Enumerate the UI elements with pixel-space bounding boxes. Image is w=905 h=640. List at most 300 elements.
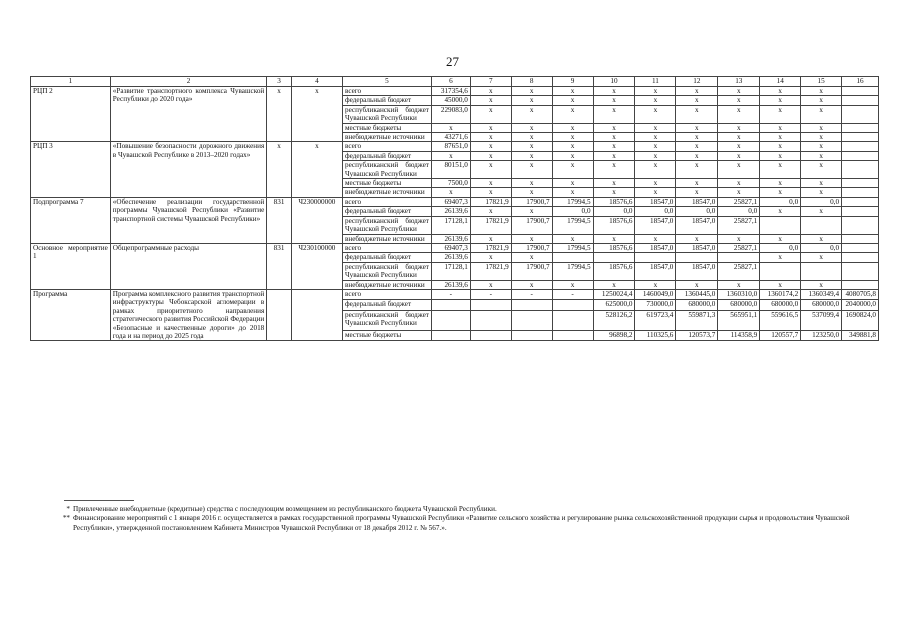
value-cell bbox=[552, 253, 593, 262]
value-cell: x bbox=[552, 96, 593, 105]
value-cell: x bbox=[635, 151, 676, 160]
table-row bbox=[31, 197, 879, 206]
value-cell: x bbox=[760, 87, 801, 96]
budget-table bbox=[30, 76, 879, 341]
value-cell bbox=[552, 330, 593, 341]
value-cell bbox=[842, 207, 879, 216]
value-cell: 43271,6 bbox=[431, 133, 470, 142]
value-cell bbox=[842, 253, 879, 262]
value-cell: 17900,7 bbox=[511, 243, 552, 252]
value-cell: x bbox=[593, 188, 635, 197]
value-cell: x bbox=[470, 87, 511, 96]
value-cell: x bbox=[431, 151, 470, 160]
value-cell: x bbox=[718, 133, 760, 142]
value-cell: x bbox=[552, 87, 593, 96]
value-cell: x bbox=[676, 280, 718, 289]
value-cell: 528126,2 bbox=[593, 310, 635, 330]
column-number: 13 bbox=[718, 77, 760, 87]
value-cell: 69407,3 bbox=[431, 243, 470, 252]
value-cell: x bbox=[511, 179, 552, 188]
column-number: 2 bbox=[110, 77, 267, 87]
value-cell: x bbox=[676, 96, 718, 105]
value-cell: x bbox=[760, 151, 801, 160]
value-cell: 0,0 bbox=[593, 207, 635, 216]
value-cell: x bbox=[593, 151, 635, 160]
code-cell: 831 bbox=[267, 243, 292, 289]
value-cell: x bbox=[511, 207, 552, 216]
table-body bbox=[31, 77, 879, 341]
value-cell bbox=[842, 234, 879, 243]
column-number: 11 bbox=[635, 77, 676, 87]
value-cell: x bbox=[552, 133, 593, 142]
value-cell: x bbox=[718, 87, 760, 96]
value-cell: 17994,5 bbox=[552, 262, 593, 280]
value-cell: 625000,0 bbox=[593, 300, 635, 311]
value-cell bbox=[593, 253, 635, 262]
value-cell: 1360174,2 bbox=[760, 289, 801, 300]
value-cell: x bbox=[801, 123, 842, 132]
value-cell: x bbox=[760, 123, 801, 132]
value-cell: x bbox=[718, 161, 760, 179]
value-cell: 123250,0 bbox=[801, 330, 842, 341]
funding-source-cell: местные бюджеты bbox=[342, 179, 431, 188]
value-cell: x bbox=[718, 142, 760, 151]
value-cell: x bbox=[635, 179, 676, 188]
value-cell: x bbox=[593, 96, 635, 105]
row-label-cell: Основное мероприятие 1 bbox=[31, 243, 111, 289]
value-cell: - bbox=[470, 289, 511, 300]
column-number: 3 bbox=[267, 77, 292, 87]
value-cell: x bbox=[801, 151, 842, 160]
value-cell: 26139,6 bbox=[431, 207, 470, 216]
funding-source-cell: федеральный бюджет bbox=[342, 253, 431, 262]
value-cell: x bbox=[593, 161, 635, 179]
value-cell: x bbox=[552, 280, 593, 289]
value-cell: 18547,0 bbox=[676, 262, 718, 280]
value-cell: 25827,1 bbox=[718, 216, 760, 234]
value-cell: x bbox=[801, 234, 842, 243]
value-cell: x bbox=[470, 133, 511, 142]
value-cell: 25827,1 bbox=[718, 262, 760, 280]
value-cell bbox=[842, 133, 879, 142]
value-cell: x bbox=[470, 179, 511, 188]
value-cell: x bbox=[801, 179, 842, 188]
value-cell: 7500,0 bbox=[431, 179, 470, 188]
value-cell: x bbox=[593, 234, 635, 243]
value-cell: 17821,9 bbox=[470, 243, 511, 252]
funding-source-cell: всего bbox=[342, 142, 431, 151]
value-cell: 0,0 bbox=[801, 197, 842, 206]
column-number: 9 bbox=[552, 77, 593, 87]
value-cell bbox=[431, 330, 470, 341]
value-cell: x bbox=[635, 142, 676, 151]
funding-source-cell: республиканский бюджет Чувашской Республики bbox=[342, 310, 431, 330]
value-cell: x bbox=[635, 105, 676, 123]
value-cell: x bbox=[511, 151, 552, 160]
name-cell: «Развитие транспортного комплекса Чувашской Республики до 2020 года» bbox=[110, 87, 267, 142]
value-cell: x bbox=[718, 280, 760, 289]
column-number: 7 bbox=[470, 77, 511, 87]
table-row bbox=[31, 289, 879, 300]
value-cell: 1460049,0 bbox=[635, 289, 676, 300]
footnote-text: Финансирование мероприятий с 1 января 2016 г. осуществляется в рамках государственной программы Чувашской Республики «Развитие сельского хозяйства и регулирование рынка сельскохозяйственной продукции сырья и продовольствия Чувашской Республики», утвержденной постановлением Кабинета Министров Чувашской Республики от 18 декабря 2012 г. № 567.». bbox=[73, 514, 850, 532]
value-cell: x bbox=[593, 87, 635, 96]
value-cell bbox=[470, 310, 511, 330]
value-cell: 45000,0 bbox=[431, 96, 470, 105]
value-cell: 680000,0 bbox=[718, 300, 760, 311]
value-cell bbox=[842, 262, 879, 280]
column-number: 6 bbox=[431, 77, 470, 87]
value-cell: x bbox=[676, 87, 718, 96]
column-number: 10 bbox=[593, 77, 635, 87]
value-cell: x bbox=[676, 142, 718, 151]
value-cell bbox=[718, 253, 760, 262]
value-cell: x bbox=[635, 161, 676, 179]
value-cell: 0,0 bbox=[676, 207, 718, 216]
value-cell: x bbox=[635, 96, 676, 105]
value-cell: 18576,6 bbox=[593, 243, 635, 252]
value-cell: x bbox=[552, 161, 593, 179]
value-cell bbox=[842, 87, 879, 96]
value-cell: x bbox=[718, 188, 760, 197]
value-cell: x bbox=[801, 96, 842, 105]
footnote-text: Привлеченные внебюджетные (кредитные) средства с последующим возмещением из республиканского бюджета Чувашской Республики. bbox=[73, 505, 497, 513]
value-cell: 96898,2 bbox=[593, 330, 635, 341]
value-cell: 18576,6 bbox=[593, 262, 635, 280]
value-cell: 565951,1 bbox=[718, 310, 760, 330]
value-cell: x bbox=[801, 105, 842, 123]
page-number: 27 bbox=[446, 54, 459, 69]
value-cell: 120573,7 bbox=[676, 330, 718, 341]
footnote bbox=[58, 505, 858, 514]
column-number: 16 bbox=[842, 77, 879, 87]
value-cell: x bbox=[676, 161, 718, 179]
value-cell bbox=[431, 300, 470, 311]
value-cell: x bbox=[676, 234, 718, 243]
value-cell: x bbox=[470, 105, 511, 123]
value-cell: x bbox=[470, 96, 511, 105]
row-label-cell: РЦП 2 bbox=[31, 87, 111, 142]
value-cell: x bbox=[718, 179, 760, 188]
table-row bbox=[31, 87, 879, 96]
value-cell bbox=[842, 188, 879, 197]
value-cell bbox=[760, 262, 801, 280]
column-number: 1 bbox=[31, 77, 111, 87]
value-cell: x bbox=[511, 234, 552, 243]
value-cell: x bbox=[760, 105, 801, 123]
value-cell: x bbox=[511, 188, 552, 197]
value-cell: x bbox=[801, 133, 842, 142]
value-cell: x bbox=[511, 142, 552, 151]
value-cell: x bbox=[552, 234, 593, 243]
funding-source-cell: местные бюджеты bbox=[342, 123, 431, 132]
value-cell: x bbox=[718, 151, 760, 160]
value-cell: 17128,1 bbox=[431, 262, 470, 280]
value-cell: x bbox=[801, 253, 842, 262]
value-cell: 680000,0 bbox=[760, 300, 801, 311]
target-code-cell: x bbox=[291, 87, 342, 142]
value-cell: x bbox=[593, 179, 635, 188]
code-cell bbox=[267, 289, 292, 340]
value-cell: 17900,7 bbox=[511, 197, 552, 206]
value-cell: 2040000,0 bbox=[842, 300, 879, 311]
value-cell: 17128,1 bbox=[431, 216, 470, 234]
value-cell: x bbox=[801, 280, 842, 289]
target-code-cell: x bbox=[291, 142, 342, 197]
value-cell: 18547,0 bbox=[635, 243, 676, 252]
value-cell: x bbox=[511, 105, 552, 123]
value-cell: x bbox=[718, 123, 760, 132]
footnote-rule bbox=[64, 500, 134, 501]
code-cell: 831 bbox=[267, 197, 292, 243]
value-cell: x bbox=[470, 151, 511, 160]
value-cell: x bbox=[593, 280, 635, 289]
value-cell bbox=[511, 310, 552, 330]
value-cell bbox=[676, 253, 718, 262]
code-cell: x bbox=[267, 142, 292, 197]
value-cell: 25827,1 bbox=[718, 243, 760, 252]
value-cell: 1250024,4 bbox=[593, 289, 635, 300]
column-number: 8 bbox=[511, 77, 552, 87]
value-cell: 18576,6 bbox=[593, 216, 635, 234]
value-cell: 229083,0 bbox=[431, 105, 470, 123]
value-cell: - bbox=[511, 289, 552, 300]
value-cell: x bbox=[635, 234, 676, 243]
value-cell bbox=[842, 105, 879, 123]
column-number: 12 bbox=[676, 77, 718, 87]
target-code-cell: Ч230000000 bbox=[291, 197, 342, 243]
value-cell: x bbox=[470, 123, 511, 132]
value-cell: 18547,0 bbox=[635, 262, 676, 280]
name-cell: «Обеспечение реализации государственной программы Чувашской Республики «Развитие транспортной системы Чувашской Республики» bbox=[110, 197, 267, 243]
funding-source-cell: всего bbox=[342, 197, 431, 206]
footnote-mark: ** bbox=[62, 514, 70, 523]
value-cell: x bbox=[635, 123, 676, 132]
column-number: 4 bbox=[291, 77, 342, 87]
row-label-cell: Программа bbox=[31, 289, 111, 340]
value-cell: 1360310,0 bbox=[718, 289, 760, 300]
value-cell: x bbox=[760, 133, 801, 142]
value-cell: x bbox=[470, 234, 511, 243]
value-cell bbox=[760, 216, 801, 234]
value-cell: 619723,4 bbox=[635, 310, 676, 330]
code-cell: x bbox=[267, 87, 292, 142]
funding-source-cell: федеральный бюджет bbox=[342, 151, 431, 160]
value-cell: 110325,6 bbox=[635, 330, 676, 341]
value-cell: x bbox=[470, 207, 511, 216]
footnote-mark: * bbox=[66, 505, 70, 513]
funding-source-cell: внебюджетные источники bbox=[342, 234, 431, 243]
value-cell: x bbox=[511, 133, 552, 142]
value-cell: x bbox=[801, 207, 842, 216]
value-cell: x bbox=[676, 188, 718, 197]
value-cell: 18547,0 bbox=[635, 197, 676, 206]
value-cell bbox=[842, 151, 879, 160]
value-cell bbox=[842, 216, 879, 234]
value-cell: 4080705,8 bbox=[842, 289, 879, 300]
value-cell: 0,0 bbox=[760, 197, 801, 206]
row-label-cell: РЦП 3 bbox=[31, 142, 111, 197]
value-cell: 680000,0 bbox=[801, 300, 842, 311]
value-cell: 17900,7 bbox=[511, 216, 552, 234]
value-cell: x bbox=[801, 142, 842, 151]
value-cell: x bbox=[511, 123, 552, 132]
value-cell: x bbox=[718, 234, 760, 243]
value-cell: x bbox=[511, 96, 552, 105]
value-cell: x bbox=[552, 179, 593, 188]
value-cell: 114358,9 bbox=[718, 330, 760, 341]
value-cell: x bbox=[511, 87, 552, 96]
value-cell: x bbox=[635, 280, 676, 289]
value-cell bbox=[511, 300, 552, 311]
value-cell: x bbox=[593, 105, 635, 123]
table-row bbox=[31, 243, 879, 252]
value-cell: x bbox=[552, 105, 593, 123]
value-cell: x bbox=[470, 142, 511, 151]
value-cell: x bbox=[676, 133, 718, 142]
value-cell: 0,0 bbox=[718, 207, 760, 216]
value-cell: 26139,6 bbox=[431, 253, 470, 262]
value-cell: x bbox=[635, 133, 676, 142]
column-number: 5 bbox=[342, 77, 431, 87]
value-cell: x bbox=[552, 123, 593, 132]
funding-source-cell: республиканский бюджет Чувашской Республики bbox=[342, 216, 431, 234]
value-cell: x bbox=[760, 207, 801, 216]
name-cell: «Повышение безопасности дорожного движения в Чувашской Республике в 2013–2020 годах» bbox=[110, 142, 267, 197]
value-cell: x bbox=[470, 161, 511, 179]
value-cell: 17994,5 bbox=[552, 243, 593, 252]
value-cell: x bbox=[801, 161, 842, 179]
funding-source-cell: федеральный бюджет bbox=[342, 207, 431, 216]
value-cell: 537099,4 bbox=[801, 310, 842, 330]
value-cell: x bbox=[676, 179, 718, 188]
value-cell: 18547,0 bbox=[676, 197, 718, 206]
value-cell: x bbox=[470, 253, 511, 262]
value-cell: x bbox=[760, 179, 801, 188]
value-cell: 17821,9 bbox=[470, 197, 511, 206]
value-cell: x bbox=[593, 142, 635, 151]
value-cell: 0,0 bbox=[760, 243, 801, 252]
value-cell: x bbox=[470, 280, 511, 289]
value-cell: 1690824,0 bbox=[842, 310, 879, 330]
value-cell: 1360349,4 bbox=[801, 289, 842, 300]
footnotes bbox=[58, 505, 858, 533]
value-cell: 0,0 bbox=[801, 243, 842, 252]
value-cell: 26139,6 bbox=[431, 234, 470, 243]
funding-source-cell: всего bbox=[342, 289, 431, 300]
funding-source-cell: внебюджетные источники bbox=[342, 133, 431, 142]
value-cell bbox=[842, 161, 879, 179]
value-cell bbox=[635, 253, 676, 262]
value-cell: x bbox=[801, 188, 842, 197]
value-cell bbox=[801, 216, 842, 234]
value-cell: 349881,8 bbox=[842, 330, 879, 341]
value-cell bbox=[842, 96, 879, 105]
value-cell: x bbox=[552, 188, 593, 197]
value-cell: - bbox=[552, 289, 593, 300]
value-cell: 559871,3 bbox=[676, 310, 718, 330]
value-cell: 17994,5 bbox=[552, 197, 593, 206]
value-cell: - bbox=[431, 289, 470, 300]
funding-source-cell: республиканский бюджет Чувашской Республики bbox=[342, 105, 431, 123]
value-cell: x bbox=[511, 280, 552, 289]
funding-source-cell: всего bbox=[342, 243, 431, 252]
value-cell: x bbox=[760, 253, 801, 262]
value-cell: x bbox=[676, 151, 718, 160]
value-cell: 17821,9 bbox=[470, 262, 511, 280]
name-cell: Общепрограммные расходы bbox=[110, 243, 267, 289]
value-cell: x bbox=[431, 123, 470, 132]
column-number: 14 bbox=[760, 77, 801, 87]
funding-source-cell: республиканский бюджет Чувашской Республики bbox=[342, 161, 431, 179]
table-header-row bbox=[31, 77, 879, 87]
footnote bbox=[58, 514, 858, 533]
value-cell: x bbox=[760, 280, 801, 289]
funding-source-cell: всего bbox=[342, 87, 431, 96]
value-cell: x bbox=[593, 123, 635, 132]
value-cell: 18547,0 bbox=[676, 243, 718, 252]
value-cell: 17821,9 bbox=[470, 216, 511, 234]
value-cell: x bbox=[718, 105, 760, 123]
value-cell: 120557,7 bbox=[760, 330, 801, 341]
value-cell: 317354,6 bbox=[431, 87, 470, 96]
value-cell: x bbox=[718, 96, 760, 105]
value-cell: 26139,6 bbox=[431, 280, 470, 289]
funding-source-cell: республиканский бюджет Чувашской Республики bbox=[342, 262, 431, 280]
value-cell: 80151,0 bbox=[431, 161, 470, 179]
value-cell bbox=[801, 262, 842, 280]
value-cell: 25827,1 bbox=[718, 197, 760, 206]
value-cell: 17900,7 bbox=[511, 262, 552, 280]
value-cell bbox=[842, 243, 879, 252]
value-cell: x bbox=[801, 87, 842, 96]
value-cell bbox=[431, 310, 470, 330]
value-cell: x bbox=[511, 253, 552, 262]
value-cell: x bbox=[552, 142, 593, 151]
column-number: 15 bbox=[801, 77, 842, 87]
value-cell: x bbox=[760, 188, 801, 197]
name-cell: Программа комплексного развития транспортной инфраструктуры Чебоксарской агломерации в рамках приоритетного направления стратегического развития Российской Федерации «Безопасные и качественные дороги» до 2018 года и на период до 2025 года bbox=[110, 289, 267, 340]
target-code-cell bbox=[291, 289, 342, 340]
value-cell: x bbox=[511, 161, 552, 179]
value-cell: 559616,5 bbox=[760, 310, 801, 330]
value-cell: 0,0 bbox=[552, 207, 593, 216]
funding-source-cell: местные бюджеты bbox=[342, 330, 431, 341]
value-cell: 18547,0 bbox=[635, 216, 676, 234]
funding-source-cell: внебюджетные источники bbox=[342, 280, 431, 289]
value-cell: 18547,0 bbox=[676, 216, 718, 234]
value-cell bbox=[842, 123, 879, 132]
value-cell: 17994,5 bbox=[552, 216, 593, 234]
value-cell: 680000,0 bbox=[676, 300, 718, 311]
value-cell: x bbox=[431, 188, 470, 197]
value-cell: x bbox=[760, 234, 801, 243]
value-cell: x bbox=[635, 87, 676, 96]
value-cell: x bbox=[552, 151, 593, 160]
value-cell: 0,0 bbox=[635, 207, 676, 216]
value-cell bbox=[552, 300, 593, 311]
funding-source-cell: федеральный бюджет bbox=[342, 300, 431, 311]
value-cell: 87651,0 bbox=[431, 142, 470, 151]
value-cell bbox=[470, 330, 511, 341]
funding-source-cell: федеральный бюджет bbox=[342, 96, 431, 105]
value-cell: x bbox=[470, 188, 511, 197]
value-cell bbox=[842, 280, 879, 289]
table-row bbox=[31, 142, 879, 151]
value-cell: x bbox=[676, 105, 718, 123]
value-cell: x bbox=[760, 161, 801, 179]
value-cell: x bbox=[593, 133, 635, 142]
